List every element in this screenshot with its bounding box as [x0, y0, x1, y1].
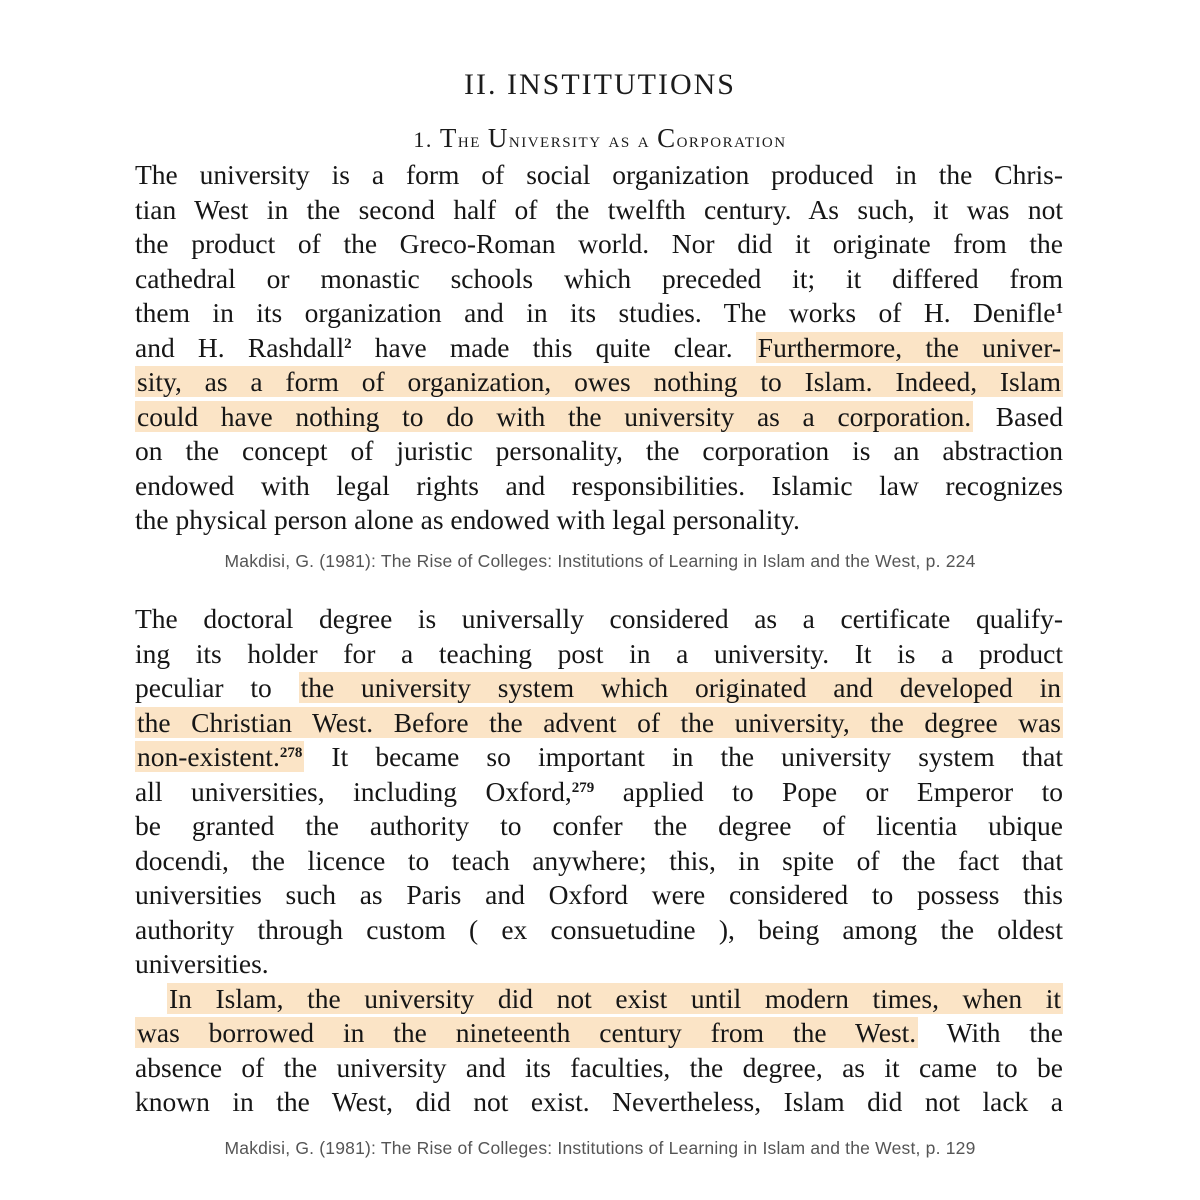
- footnote-ref: 2: [344, 335, 352, 352]
- citation-p129: Makdisi, G. (1981): The Rise of Colleges: Institutions of Learning in Islam and the West, p. 129: [224, 1138, 976, 1158]
- text-segment: have made this quite clear.: [351, 331, 756, 363]
- text-line: the physical person alone as endowed with legal personality.: [135, 504, 800, 535]
- cap-letter: U: [487, 123, 509, 153]
- highlight: the Christian West. Before the advent of the university, the degree was: [137, 706, 1061, 738]
- highlight: could have nothing to do with the university as a corporation.: [137, 400, 972, 432]
- text-line: [135, 296, 1063, 331]
- text-line: [135, 671, 1063, 706]
- highlight: the university system which originated and developed in: [300, 672, 1061, 703]
- text-segment: It became so important in the university system that: [304, 741, 1063, 772]
- text-line: absence of the university and its faculties, the degree, as it came to be: [135, 1051, 1063, 1083]
- highlight: sity, as a form of organization, owes nothing to Islam. Indeed, Islam: [137, 366, 1061, 397]
- text-segment: With the: [918, 1017, 1063, 1048]
- text-line: endowed with legal rights and responsibilities. Islamic law recognizes: [135, 469, 1063, 501]
- highlight: was borrowed in the nineteenth century from the West.: [137, 1017, 917, 1048]
- text-line: docendi, the licence to teach anywhere; this, in spite of the fact that: [135, 844, 1063, 876]
- excerpt-doctoral-degree: [135, 602, 1063, 1120]
- text-segment: all universities, including Oxford,: [135, 775, 572, 807]
- text-line: [135, 706, 1063, 741]
- text-line: The university is a form of social organization produced in the Chris-: [135, 159, 1063, 190]
- text-line: The doctoral degree is universally considered as a certificate qualify-: [135, 603, 1063, 634]
- text-line: [135, 982, 1063, 1017]
- text-line: known in the West, did not exist. Nevertheless, Islam did not lack a: [135, 1086, 1063, 1117]
- cap-letter: T: [439, 123, 458, 153]
- text-segment: non-existent.: [137, 741, 280, 772]
- text-line: tian West in the second half of the twelfth century. As such, it was not: [135, 193, 1063, 225]
- text-segment: peculiar to: [135, 672, 299, 703]
- text-line: [135, 331, 1063, 366]
- section-heading: II. INSTITUTIONS: [464, 68, 736, 101]
- text-line: universities.: [135, 948, 269, 979]
- text-line: [135, 775, 1063, 810]
- footnote-ref: 1: [1055, 301, 1063, 317]
- text-line: be granted the authority to confer the degree of licentia ubique: [135, 810, 1063, 841]
- text-line: [135, 365, 1063, 400]
- heading-word: niversity as a: [508, 127, 658, 152]
- citation-p224: Makdisi, G. (1981): The Rise of Colleges: Institutions of Learning in Islam and the West, p. 224: [224, 551, 976, 571]
- text-line: cathedral or monastic schools which preceded it; it differed from: [135, 262, 1063, 294]
- text-segment: applied to Pope or Emperor to: [594, 775, 1064, 807]
- text-line: authority through custom ( ex consuetudine ), being among the oldest: [135, 913, 1063, 945]
- highlight: Furthermore, the univer-: [757, 331, 1061, 363]
- text-line: universities such as Paris and Oxford were considered to possess this: [135, 879, 1063, 910]
- subsection-number: 1.: [413, 127, 440, 152]
- text-line: on the concept of juristic personality, the corporation is an abstraction: [135, 435, 1063, 466]
- subsection-heading: [0, 123, 1200, 154]
- heading-word: orporation: [676, 127, 787, 152]
- text-line: [135, 740, 1063, 775]
- text-segment: Based: [973, 400, 1063, 432]
- highlight: [135, 741, 304, 772]
- text-segment: and H. Rashdall: [135, 331, 345, 363]
- highlight: In Islam, the university did not exist until modern times, when it: [169, 982, 1061, 1014]
- cap-letter: C: [657, 123, 677, 153]
- footnote-ref: 279: [571, 779, 595, 796]
- text-line: [135, 1016, 1063, 1051]
- heading-word: he: [457, 127, 488, 152]
- text-line: [135, 400, 1063, 435]
- text-line: ing its holder for a teaching post in a university. It is a product: [135, 637, 1063, 669]
- footnote-ref: 278: [279, 745, 303, 761]
- text-line: the product of the Greco-Roman world. Nor did it originate from the: [135, 228, 1063, 259]
- excerpt-corporation: [135, 158, 1063, 538]
- text-segment: them in its organization and in its studies. The works of H. Denifle: [135, 297, 1056, 328]
